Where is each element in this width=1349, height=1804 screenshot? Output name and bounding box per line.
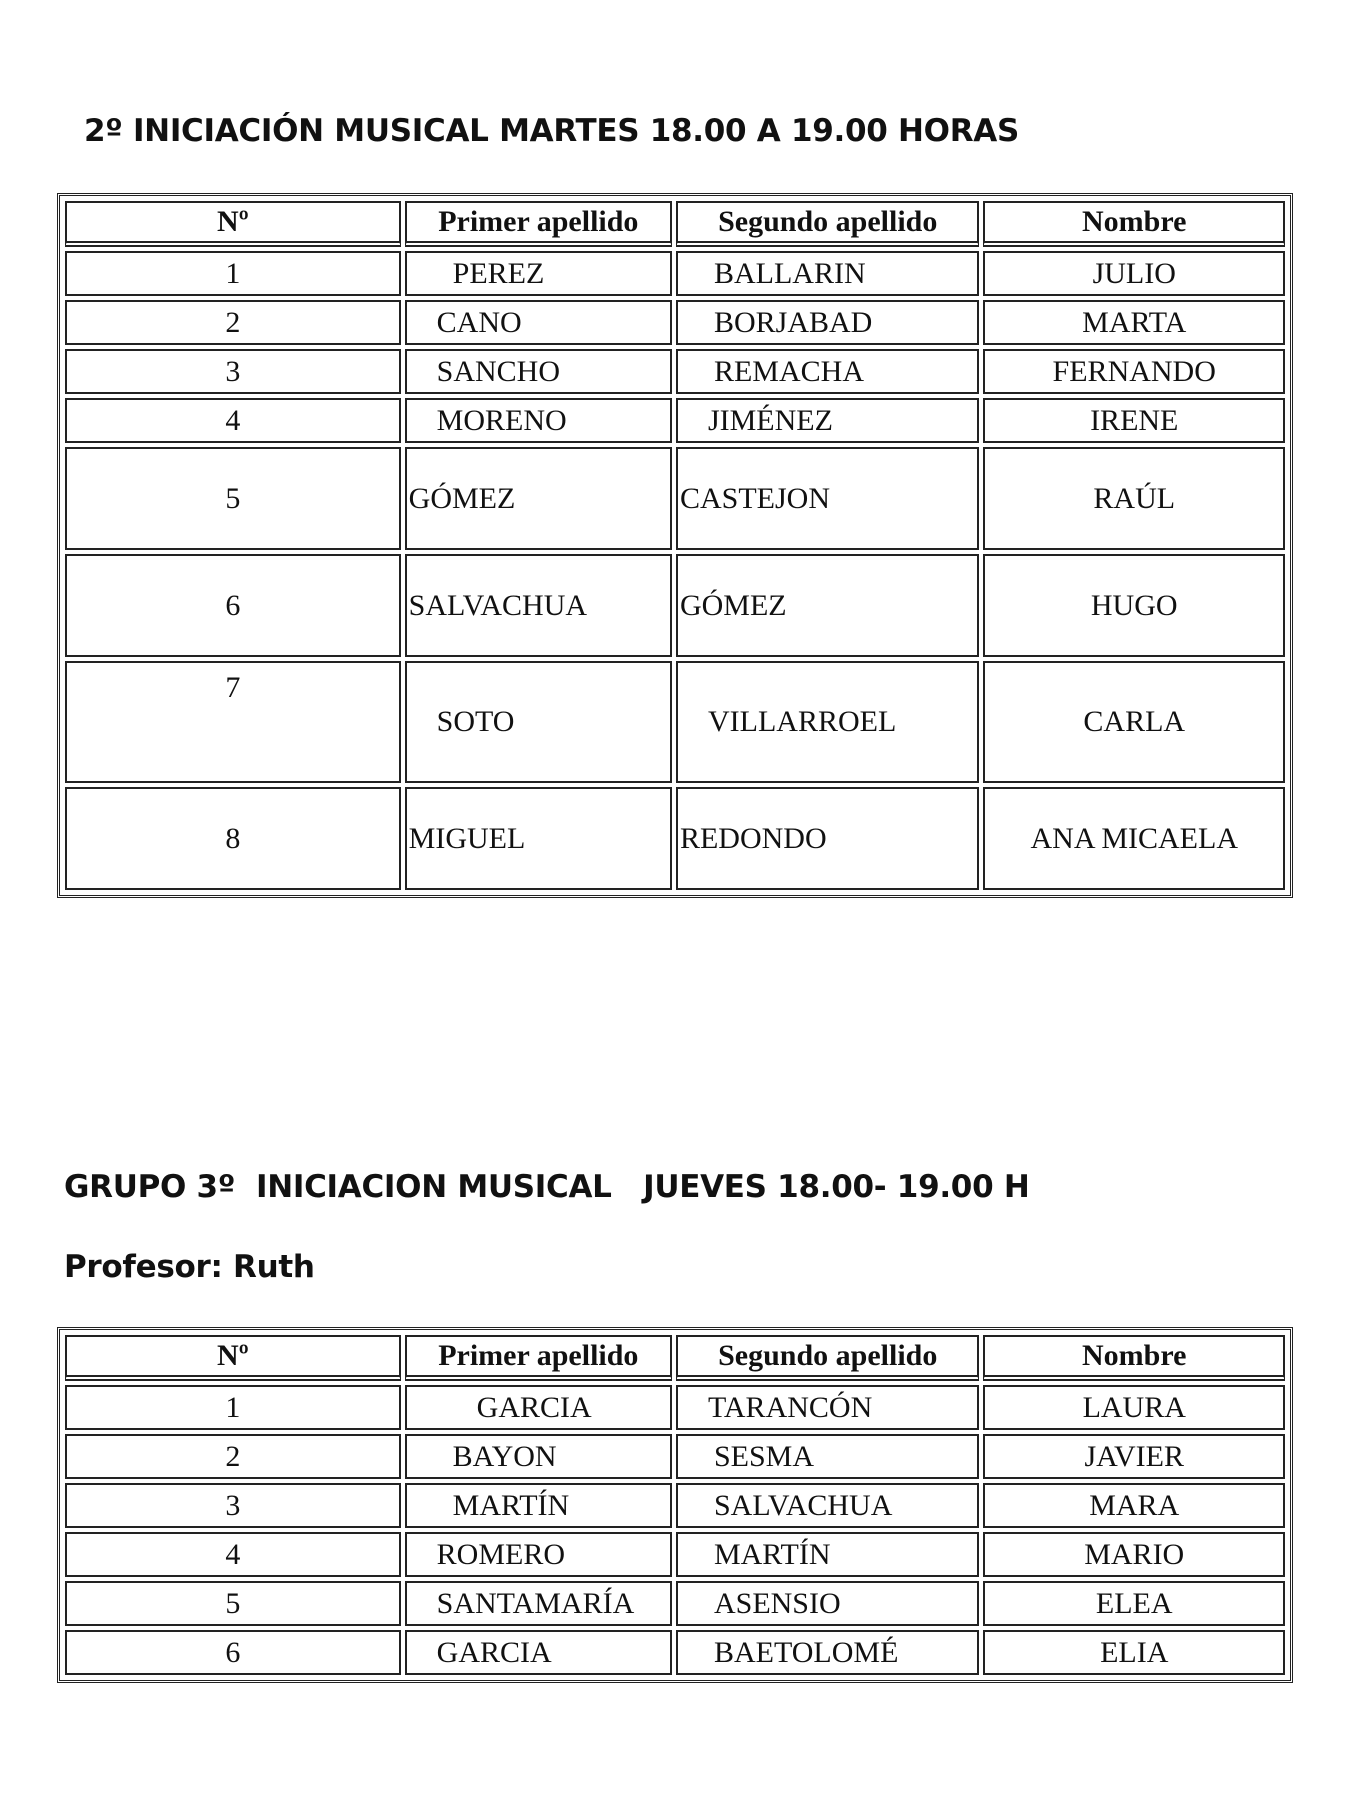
cell-first-surname: ROMERO [405, 1532, 672, 1577]
cell-number: 7 [65, 661, 401, 783]
cell-number: 4 [65, 1532, 401, 1577]
header-second-surname: Segundo apellido [676, 201, 980, 247]
cell-second-surname: JIMÉNEZ [676, 398, 980, 443]
cell-second-surname: CASTEJON [676, 447, 980, 550]
cell-first-surname: MIGUEL [405, 787, 672, 890]
cell-name: JULIO [983, 251, 1285, 296]
cell-name: CARLA [983, 661, 1285, 783]
table-row [65, 661, 1285, 783]
cell-second-surname: SALVACHUA [676, 1483, 980, 1528]
header-name: Nombre [983, 1335, 1285, 1381]
table-row [65, 1385, 1285, 1430]
cell-first-surname: BAYON [405, 1434, 672, 1479]
cell-first-surname: MORENO [405, 398, 672, 443]
table-row [65, 447, 1285, 550]
table-row [65, 1483, 1285, 1528]
cell-name: RAÚL [983, 447, 1285, 550]
cell-name: HUGO [983, 554, 1285, 657]
cell-number: 1 [65, 1385, 401, 1430]
cell-name: ANA MICAELA [983, 787, 1285, 890]
cell-name: MARTA [983, 300, 1285, 345]
cell-first-surname: SALVACHUA [405, 554, 672, 657]
table-row [65, 554, 1285, 657]
section2-title: GRUPO 3º INICIACION MUSICAL JUEVES 18.00- 19.00 H [64, 1169, 1030, 1205]
cell-second-surname: VILLARROEL [676, 661, 980, 783]
table-header-row [65, 1335, 1285, 1381]
cell-first-surname: SANTAMARÍA [405, 1581, 672, 1626]
cell-number: 2 [65, 300, 401, 345]
cell-first-surname: GARCIA [405, 1385, 672, 1430]
cell-number: 4 [65, 398, 401, 443]
table-header-row [65, 201, 1285, 247]
header-name: Nombre [983, 201, 1285, 247]
section1-table [57, 193, 1293, 898]
cell-name: ELIA [983, 1630, 1285, 1675]
table-row [65, 1532, 1285, 1577]
cell-number: 6 [65, 554, 401, 657]
table-row [65, 1630, 1285, 1675]
cell-first-surname: MARTÍN [405, 1483, 672, 1528]
cell-name: MARA [983, 1483, 1285, 1528]
section2-table [57, 1327, 1293, 1683]
cell-first-surname: PEREZ [405, 251, 672, 296]
cell-second-surname: BORJABAD [676, 300, 980, 345]
header-first-surname: Primer apellido [405, 201, 672, 247]
cell-number: 3 [65, 1483, 401, 1528]
cell-second-surname: GÓMEZ [676, 554, 980, 657]
cell-second-surname: BALLARIN [676, 251, 980, 296]
cell-name: IRENE [983, 398, 1285, 443]
cell-second-surname: TARANCÓN [676, 1385, 980, 1430]
header-second-surname: Segundo apellido [676, 1335, 980, 1381]
cell-name: JAVIER [983, 1434, 1285, 1479]
teacher-label: Profesor: Ruth [64, 1249, 315, 1285]
table-row [65, 1581, 1285, 1626]
cell-name: MARIO [983, 1532, 1285, 1577]
table-row [65, 1434, 1285, 1479]
cell-number: 6 [65, 1630, 401, 1675]
table-row [65, 349, 1285, 394]
cell-second-surname: BAETOLOMÉ [676, 1630, 980, 1675]
cell-name: FERNANDO [983, 349, 1285, 394]
cell-second-surname: SESMA [676, 1434, 980, 1479]
cell-number: 5 [65, 447, 401, 550]
cell-number: 8 [65, 787, 401, 890]
header-number: Nº [65, 1335, 401, 1381]
cell-number: 5 [65, 1581, 401, 1626]
cell-second-surname: REDONDO [676, 787, 980, 890]
cell-number: 3 [65, 349, 401, 394]
cell-number: 2 [65, 1434, 401, 1479]
table-row [65, 398, 1285, 443]
cell-second-surname: ASENSIO [676, 1581, 980, 1626]
header-first-surname: Primer apellido [405, 1335, 672, 1381]
cell-name: LAURA [983, 1385, 1285, 1430]
cell-first-surname: GARCIA [405, 1630, 672, 1675]
cell-first-surname: CANO [405, 300, 672, 345]
table-row [65, 300, 1285, 345]
cell-name: ELEA [983, 1581, 1285, 1626]
cell-second-surname: REMACHA [676, 349, 980, 394]
table-row [65, 251, 1285, 296]
table-row [65, 787, 1285, 890]
cell-first-surname: SOTO [405, 661, 672, 783]
section1-title: 2º INICIACIÓN MUSICAL MARTES 18.00 A 19.00 HORAS [84, 113, 1020, 149]
cell-number: 1 [65, 251, 401, 296]
cell-first-surname: SANCHO [405, 349, 672, 394]
cell-second-surname: MARTÍN [676, 1532, 980, 1577]
header-number: Nº [65, 201, 401, 247]
cell-first-surname: GÓMEZ [405, 447, 672, 550]
